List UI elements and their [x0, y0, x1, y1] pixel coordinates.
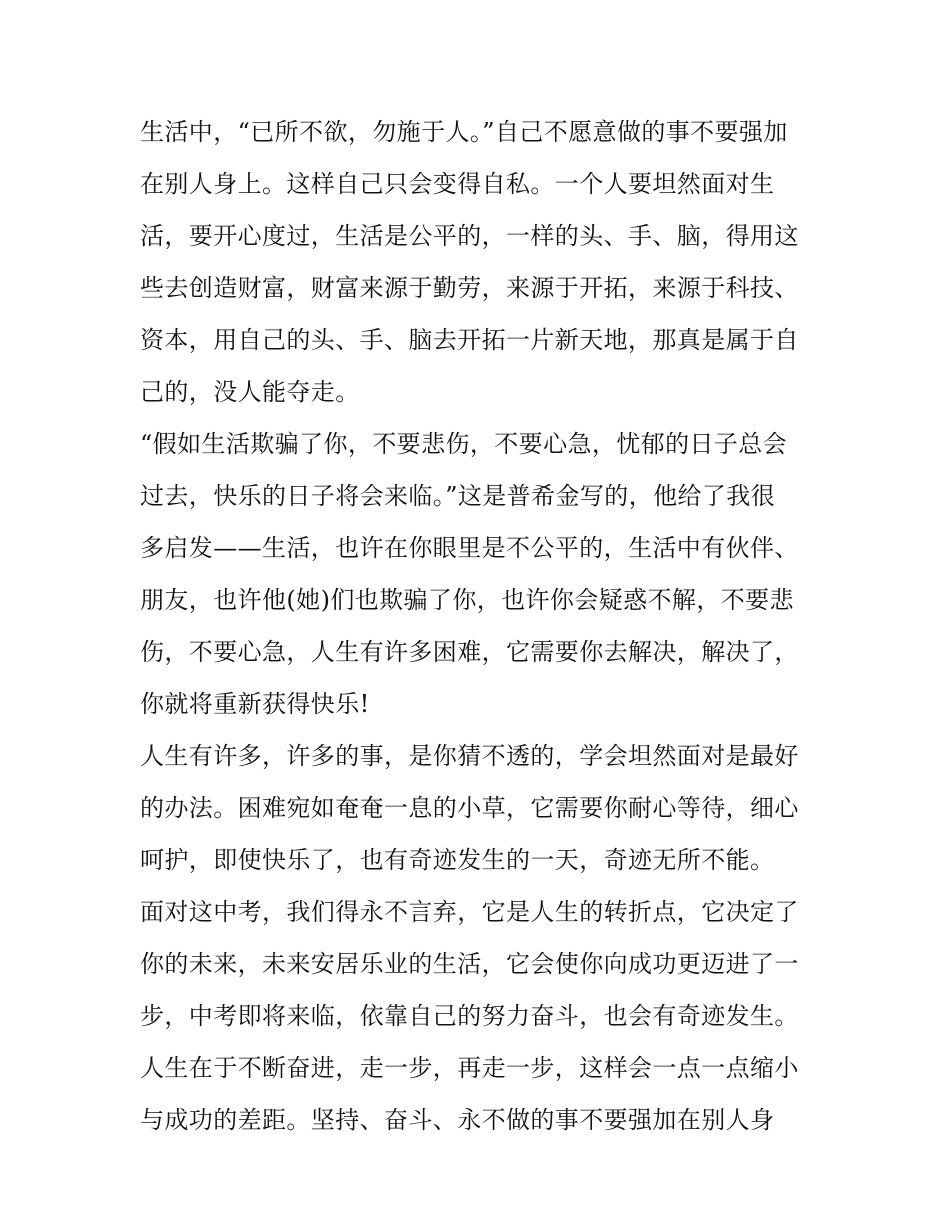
text-line: 过去，快乐的日子将会来临。”这是普希金写的，他给了我很 [140, 482, 776, 510]
text-line: 人生在于不断奋进，走一步，再走一步，这样会一点一点缩小 [140, 1054, 799, 1082]
text-line: 伤，不要心急，人生有许多困难，它需要你去解决，解决了， [140, 638, 799, 666]
text-line: 生活中，“已所不欲，勿施于人。”自己不愿意做的事不要强加 [140, 118, 788, 146]
body-text [140, 106, 820, 1146]
text-line: “假如生活欺骗了你，不要悲伤，不要心急，忧郁的日子总会 [140, 430, 788, 458]
text-line: 与成功的差距。坚持、奋斗、永不做的事不要强加在别人身 [140, 1106, 775, 1134]
text-line: 在别人身上。这样自己只会变得自私。一个人要坦然面对生 [140, 170, 775, 198]
text-line: 活，要开心度过，生活是公平的，一样的头、手、脑，得用这 [140, 222, 799, 250]
text-line: 面对这中考，我们得永不言弃，它是人生的转折点，它决定了 [140, 898, 799, 926]
text-line: 呵护，即使快乐了，也有奇迹发生的一天，奇迹无所不能。 [140, 846, 775, 874]
text-line: 你就将重新获得快乐! [140, 690, 370, 718]
text-line: 些去创造财富，财富来源于勤劳，来源于开拓，来源于科技、 [140, 274, 799, 302]
text-line: 朋友，也许他(她)们也欺骗了你，也许你会疑惑不解，不要悲 [140, 586, 794, 614]
text-line: 的办法。困难宛如奄奄一息的小草，它需要你耐心等待，细心 [140, 794, 799, 822]
text-line: 资本，用自己的头、手、脑去开拓一片新天地，那真是属于自 [140, 326, 799, 354]
text-line: 多启发——生活，也许在你眼里是不公平的，生活中有伙伴、 [140, 534, 799, 562]
text-line: 己的，没人能夺走。 [140, 378, 360, 406]
text-line: 你的未来，未来安居乐业的生活，它会使你向成功更迈进了一 [140, 950, 799, 978]
text-line: 步，中考即将来临，依靠自己的努力奋斗，也会有奇迹发生。 [140, 1002, 799, 1030]
text-line: 人生有许多，许多的事，是你猜不透的，学会坦然面对是最好 [140, 742, 799, 770]
